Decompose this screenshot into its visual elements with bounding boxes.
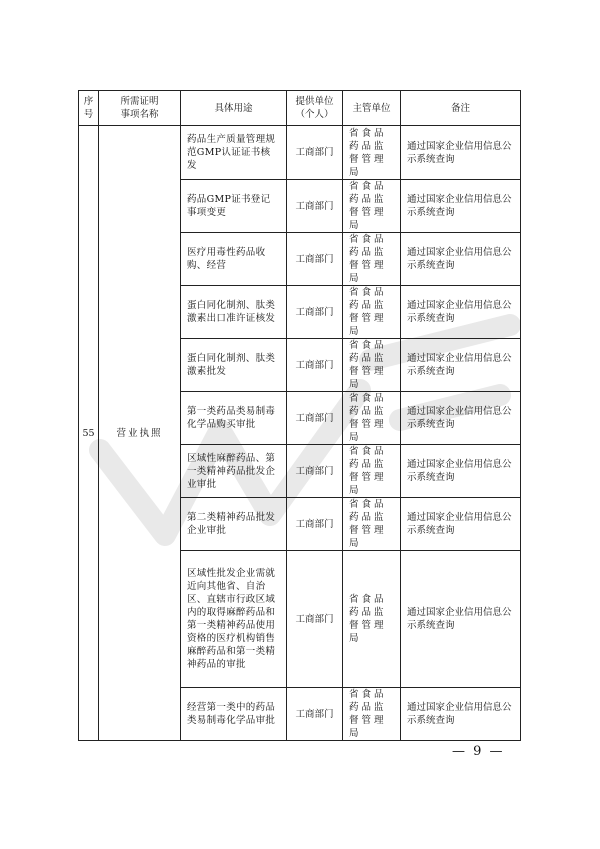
- usage-cell: 药品GMP证书登记事项变更: [181, 180, 287, 233]
- authority-cell: 省食品药品监督管理局: [343, 339, 401, 392]
- usage-cell: 区域性批发企业需就近向其他省、自治区、直辖市行政区域内的取得麻醉药品和第一类精神药品使用资格的医疗机构销售麻醉药品和第一类精神药品的审批: [181, 551, 287, 688]
- authority-cell: 省食品药品监督管理局: [343, 498, 401, 551]
- authority-cell: 省食品药品监督管理局: [343, 233, 401, 286]
- remarks-cell: 通过国家企业信用信息公示系统查询: [401, 339, 521, 392]
- remarks-cell: 通过国家企业信用信息公示系统查询: [401, 688, 521, 741]
- header-provider: 提供单位 （个人）: [287, 91, 343, 126]
- usage-cell: 区域性麻醉药品、第一类精神药品批发企业审批: [181, 445, 287, 498]
- remarks-cell: 通过国家企业信用信息公示系统查询: [401, 286, 521, 339]
- provider-cell: 工商部门: [287, 392, 343, 445]
- usage-cell: 经营第一类中的药品类易制毒化学品审批: [181, 688, 287, 741]
- usage-cell: 蛋白同化制剂、肽类激素批发: [181, 339, 287, 392]
- provider-cell: 工商部门: [287, 180, 343, 233]
- table-header-row: [79, 91, 521, 126]
- authority-cell: 省食品药品监督管理局: [343, 551, 401, 688]
- provider-cell: 工商部门: [287, 286, 343, 339]
- remarks-cell: 通过国家企业信用信息公示系统查询: [401, 126, 521, 180]
- row-seq-number: 55: [79, 126, 99, 741]
- authority-cell: 省食品药品监督管理局: [343, 688, 401, 741]
- remarks-cell: 通过国家企业信用信息公示系统查询: [401, 498, 521, 551]
- provider-cell: 工商部门: [287, 233, 343, 286]
- usage-cell: 第二类精神药品批发企业审批: [181, 498, 287, 551]
- authority-cell: 省食品药品监督管理局: [343, 126, 401, 180]
- remarks-cell: 通过国家企业信用信息公示系统查询: [401, 180, 521, 233]
- provider-cell: 工商部门: [287, 445, 343, 498]
- page-number: — 9 —: [452, 744, 505, 759]
- provider-cell: 工商部门: [287, 126, 343, 180]
- authority-cell: 省食品药品监督管理局: [343, 445, 401, 498]
- header-usage: 具体用途: [181, 91, 287, 126]
- remarks-cell: 通过国家企业信用信息公示系统查询: [401, 233, 521, 286]
- header-remarks: 备注: [401, 91, 521, 126]
- usage-cell: 蛋白同化制剂、肽类激素出口准许证核发: [181, 286, 287, 339]
- table-row: [79, 126, 521, 180]
- certificate-table: [78, 90, 521, 741]
- authority-cell: 省食品药品监督管理局: [343, 286, 401, 339]
- provider-cell: 工商部门: [287, 551, 343, 688]
- header-seq: 序 号: [79, 91, 99, 126]
- remarks-cell: 通过国家企业信用信息公示系统查询: [401, 445, 521, 498]
- provider-cell: 工商部门: [287, 498, 343, 551]
- provider-cell: 工商部门: [287, 339, 343, 392]
- usage-cell: 第一类药品类易制毒化学品购买审批: [181, 392, 287, 445]
- remarks-cell: 通过国家企业信用信息公示系统查询: [401, 392, 521, 445]
- header-authority: 主管单位: [343, 91, 401, 126]
- usage-cell: 药品生产质量管理规范GMP认证证书核发: [181, 126, 287, 180]
- provider-cell: 工商部门: [287, 688, 343, 741]
- authority-cell: 省食品药品监督管理局: [343, 180, 401, 233]
- remarks-cell: 通过国家企业信用信息公示系统查询: [401, 551, 521, 688]
- table-body: [79, 126, 521, 741]
- usage-cell: 医疗用毒性药品收购、经营: [181, 233, 287, 286]
- row-doc-name: 营业执照: [99, 126, 181, 741]
- authority-cell: 省食品药品监督管理局: [343, 392, 401, 445]
- header-doc-name: 所需证明 事项名称: [99, 91, 181, 126]
